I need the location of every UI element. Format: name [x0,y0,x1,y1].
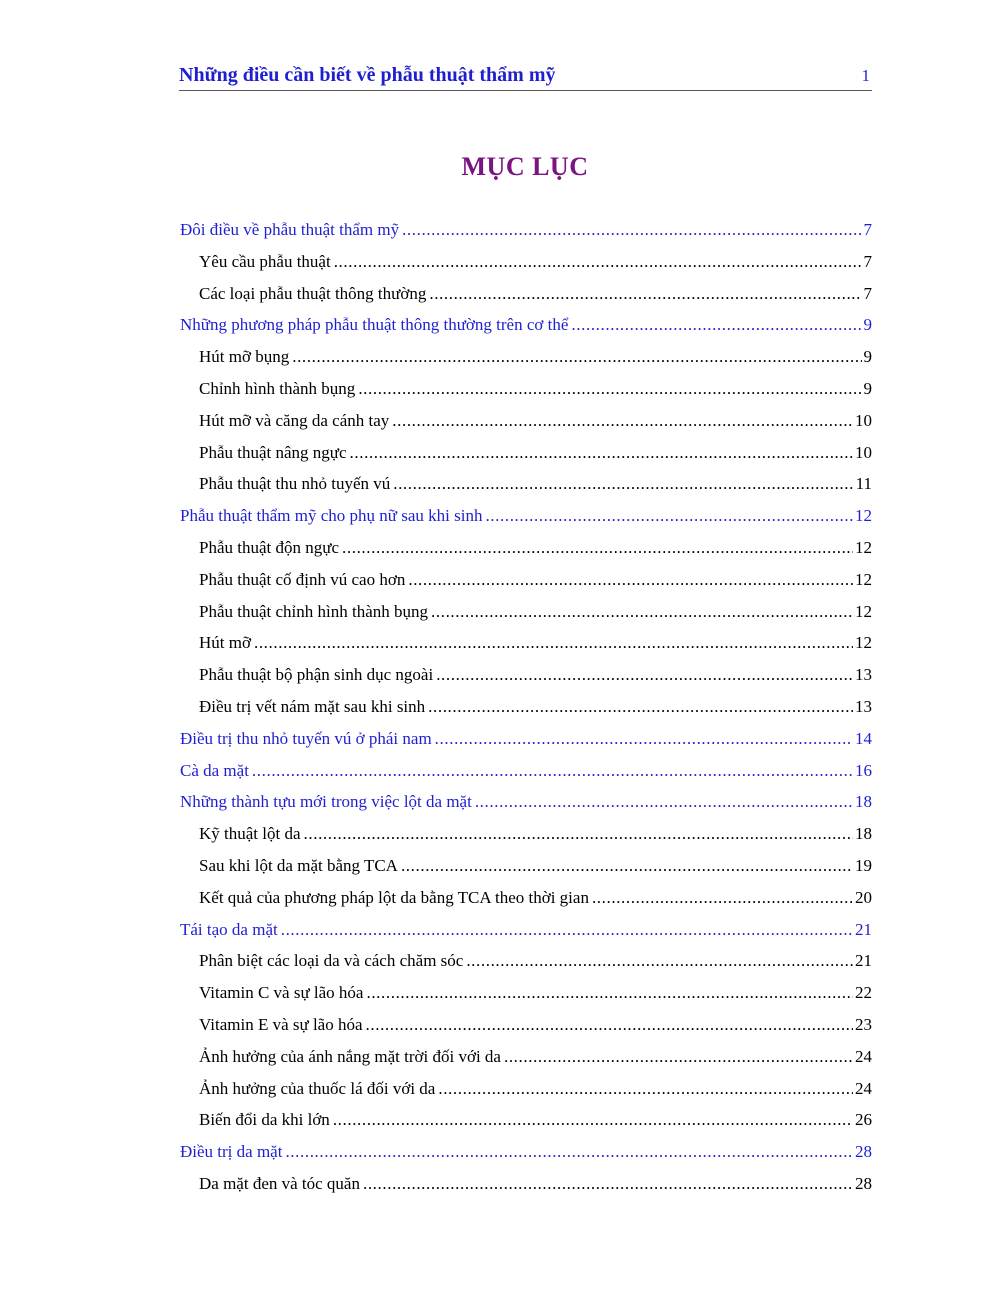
toc-entry-section[interactable] [180,850,872,882]
toc-dot-leader [435,723,853,755]
toc-entry-section[interactable] [180,341,872,373]
toc-dot-leader [402,214,861,246]
toc-entry-page-number: 28 [855,1173,872,1193]
toc-entry-page-number: 18 [855,792,872,812]
toc-entry-text: Yêu cầu phẫu thuật [199,251,331,271]
toc-dot-leader [342,532,853,564]
toc-entry-page-number: 13 [855,696,872,716]
toc-entry-section[interactable] [180,691,872,723]
toc-dot-leader [438,1073,853,1105]
toc-entry-text: Điều trị da mặt [180,1142,283,1162]
toc-dot-leader [366,977,853,1009]
toc-dot-leader [431,596,853,628]
toc-entry-section[interactable] [180,1073,872,1105]
toc-entry-section[interactable] [180,1041,872,1073]
toc-dot-leader [436,659,853,691]
toc-dot-leader [292,341,861,373]
toc-title: MỤC LỤC [461,152,589,181]
toc-entry-section[interactable] [180,405,872,437]
toc-entry-text: Biến đổi da khi lớn [199,1110,330,1130]
toc-dot-leader [334,246,862,278]
toc-entry-page-number: 21 [855,919,872,939]
toc-entry-page-number: 7 [863,220,872,239]
header-page-number: 1 [861,66,870,85]
toc-entry-page-number: 24 [855,1078,872,1098]
toc-entry-page-number: 23 [855,1014,872,1034]
toc-entry-text: Phẫu thuật độn ngực [199,537,340,557]
toc-entry-page-number: 22 [855,983,872,1003]
toc-entry-text: Hút mỡ [199,633,251,653]
toc-entry-page-number: 13 [855,665,872,685]
toc-entry-text: Điều trị thu nhỏ tuyến vú ở phái nam [180,728,432,748]
toc-dot-leader [401,850,853,882]
toc-entry-text: Vitamin C và sự lão hóa [199,983,364,1003]
toc-entry-page-number: 18 [855,824,872,844]
toc-dot-leader [592,882,853,914]
toc-dot-leader [333,1104,853,1136]
toc-entry-text: Vitamin E và sự lão hóa [199,1014,363,1034]
toc-dot-leader [466,945,853,977]
toc-entry-section[interactable] [180,659,872,691]
toc-entry-page-number: 26 [855,1110,872,1130]
toc-entry-page-number: 11 [855,474,872,494]
toc-dot-leader [393,468,853,500]
toc-entry-text: Ảnh hưởng của thuốc lá đối với da [199,1078,436,1098]
toc-entry-text: Cà da mặt [180,760,249,780]
toc-entry-section[interactable] [180,1104,872,1136]
toc-entry-text: Điều trị vết nám mặt sau khi sinh [199,696,426,716]
toc-entry-text: Những thành tựu mới trong việc lột da mặt [180,792,472,812]
toc-entry-section[interactable] [180,596,872,628]
toc-entry-page-number: 24 [855,1046,872,1066]
toc-entry-page-number: 12 [855,633,872,653]
table-of-contents [180,214,872,1200]
toc-entry-page-number: 20 [855,887,872,907]
toc-dot-leader [428,691,853,723]
toc-dot-leader [358,373,861,405]
toc-dot-leader [252,755,853,787]
toc-dot-leader [366,1009,853,1041]
toc-entry-section[interactable] [180,1009,872,1041]
toc-entry-text: Phẫu thuật nâng ngực [199,442,347,462]
toc-dot-leader [485,500,853,532]
toc-entry-section[interactable] [180,882,872,914]
toc-entry-text: Phẫu thuật bộ phận sinh dục ngoài [199,665,434,685]
toc-entry-section[interactable] [180,977,872,1009]
toc-entry-text: Tái tạo da mặt [180,919,278,939]
toc-dot-leader [475,786,853,818]
toc-entry-section[interactable] [180,532,872,564]
page-header [179,62,872,91]
toc-entry-text: Ảnh hưởng của ánh nắng mặt trời đối với da [199,1046,501,1066]
toc-entry-text: Hút mỡ bụng [199,347,290,367]
toc-entry-text: Các loại phẫu thuật thông thường [199,283,427,303]
toc-dot-leader [429,278,861,310]
toc-entry-text: Phẫu thuật chỉnh hình thành bụng [199,601,429,621]
toc-entry-page-number: 14 [855,728,872,748]
toc-dot-leader [504,1041,853,1073]
toc-dot-leader [285,1136,853,1168]
header-title: Những điều cần biết về phẫu thuật thẩm mỹ [179,64,556,86]
toc-entry-section[interactable] [180,818,872,850]
toc-entry-section[interactable] [180,278,872,310]
toc-entry-page-number: 16 [855,760,872,780]
toc-entry-page-number: 12 [855,506,872,526]
toc-entry-page-number: 12 [855,537,872,557]
toc-entry-chapter[interactable] [180,1136,872,1168]
toc-entry-page-number: 10 [855,442,872,462]
toc-entry-text: Phẫu thuật thu nhỏ tuyến vú [199,474,391,494]
toc-entry-page-number: 10 [855,410,872,430]
toc-entry-section[interactable] [180,437,872,469]
toc-dot-leader [254,627,853,659]
toc-entry-page-number: 9 [863,347,872,367]
toc-dot-leader [392,405,853,437]
toc-entry-section[interactable] [180,373,872,405]
toc-entry-text: Kết quả của phương pháp lột da bằng TCA theo thời gian [199,887,589,907]
toc-entry-chapter[interactable] [180,214,872,246]
toc-dot-leader [571,309,861,341]
toc-dot-leader [350,437,853,469]
toc-entry-page-number: 28 [855,1142,872,1162]
toc-entry-chapter[interactable] [180,755,872,787]
toc-entry-chapter[interactable] [180,914,872,946]
toc-entry-page-number: 9 [863,378,872,398]
toc-entry-page-number: 7 [863,283,872,303]
toc-entry-text: Da mặt đen và tóc quăn [199,1173,360,1193]
toc-entry-text: Sau khi lột da mặt bằng TCA [199,855,398,875]
toc-entry-page-number: 21 [855,951,872,971]
toc-entry-text: Chỉnh hình thành bụng [199,378,356,398]
toc-dot-leader [304,818,853,850]
toc-entry-text: Phẫu thuật thẩm mỹ cho phụ nữ sau khi sinh [180,506,483,526]
toc-entry-chapter[interactable] [180,309,872,341]
toc-entry-page-number: 12 [855,601,872,621]
toc-entry-page-number: 12 [855,569,872,589]
toc-entry-section[interactable] [180,627,872,659]
toc-entry-section[interactable] [180,468,872,500]
toc-entry-text: Kỹ thuật lột da [199,824,301,844]
toc-entry-page-number: 7 [863,251,872,271]
toc-entry-chapter[interactable] [180,723,872,755]
toc-entry-section[interactable] [180,246,872,278]
toc-dot-leader [363,1168,853,1200]
toc-entry-text: Phân biệt các loại da và cách chăm sóc [199,951,464,971]
toc-entry-text: Đôi điều về phẫu thuật thẩm mỹ [180,220,400,239]
toc-dot-leader [408,564,853,596]
toc-entry-chapter[interactable] [180,786,872,818]
toc-entry-text: Phẫu thuật cố định vú cao hơn [199,569,406,589]
toc-entry-section[interactable] [180,564,872,596]
toc-entry-text: Hút mỡ và căng da cánh tay [199,410,390,430]
toc-entry-section[interactable] [180,945,872,977]
toc-entry-section[interactable] [180,1168,872,1200]
toc-entry-page-number: 19 [855,855,872,875]
toc-entry-text: Những phương pháp phẫu thuật thông thường trên cơ thể [180,315,569,335]
toc-dot-leader [281,914,853,946]
toc-entry-chapter[interactable] [180,500,872,532]
toc-entry-page-number: 9 [863,315,872,335]
